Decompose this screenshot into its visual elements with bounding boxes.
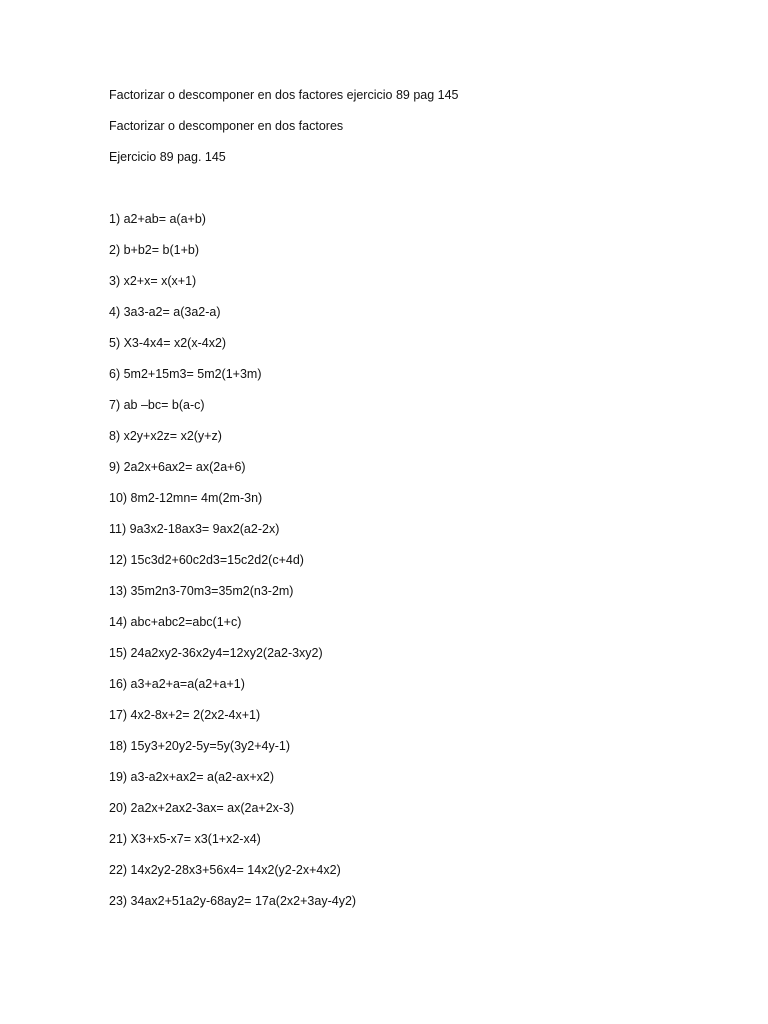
heading-line-1: Factorizar o descomponer en dos factores ejercicio 89 pag 145 [109,88,459,102]
exercise-item: 7) ab –bc= b(a-c) [109,398,205,412]
exercise-item: 9) 2a2x+6ax2= ax(2a+6) [109,460,246,474]
exercise-item: 18) 15y3+20y2-5y=5y(3y2+4y-1) [109,739,291,753]
exercise-item: 10) 8m2-12mn= 4m(2m-3n) [109,491,263,505]
exercise-item: 15) 24a2xy2-36x2y4=12xy2(2a2-3xy2) [109,646,323,660]
exercise-item: 1) a2+ab= a(a+b) [109,212,206,226]
blank-line [109,179,709,210]
exercise-item: 6) 5m2+15m3= 5m2(1+3m) [109,367,262,381]
exercise-item: 5) X3-4x4= x2(x-4x2) [109,336,227,350]
heading-line-2: Factorizar o descomponer en dos factores [109,119,344,133]
heading-line-3: Ejercicio 89 pag. 145 [109,150,226,164]
exercise-item: 3) x2+x= x(x+1) [109,274,197,288]
exercise-item: 20) 2a2x+2ax2-3ax= ax(2a+2x-3) [109,801,295,815]
document-body [109,86,709,923]
exercise-item: 19) a3-a2x+ax2= a(a2-ax+x2) [109,770,275,784]
exercise-item: 11) 9a3x2-18ax3= 9ax2(a2-2x) [109,522,280,536]
exercise-item: 14) abc+abc2=abc(1+c) [109,615,242,629]
exercise-item: 13) 35m2n3-70m3=35m2(n3-2m) [109,584,294,598]
exercise-item: 4) 3a3-a2= a(3a2-a) [109,305,221,319]
exercise-item: 2) b+b2= b(1+b) [109,243,199,257]
exercise-item: 21) X3+x5-x7= x3(1+x2-x4) [109,832,261,846]
exercise-item: 23) 34ax2+51a2y-68ay2= 17a(2x2+3ay-4y2) [109,894,357,908]
exercise-item: 17) 4x2-8x+2= 2(2x2-4x+1) [109,708,261,722]
exercise-item: 16) a3+a2+a=a(a2+a+1) [109,677,245,691]
exercise-item: 12) 15c3d2+60c2d3=15c2d2(c+4d) [109,553,304,567]
exercise-item: 8) x2y+x2z= x2(y+z) [109,429,222,443]
exercise-item: 22) 14x2y2-28x3+56x4= 14x2(y2-2x+4x2) [109,863,341,877]
